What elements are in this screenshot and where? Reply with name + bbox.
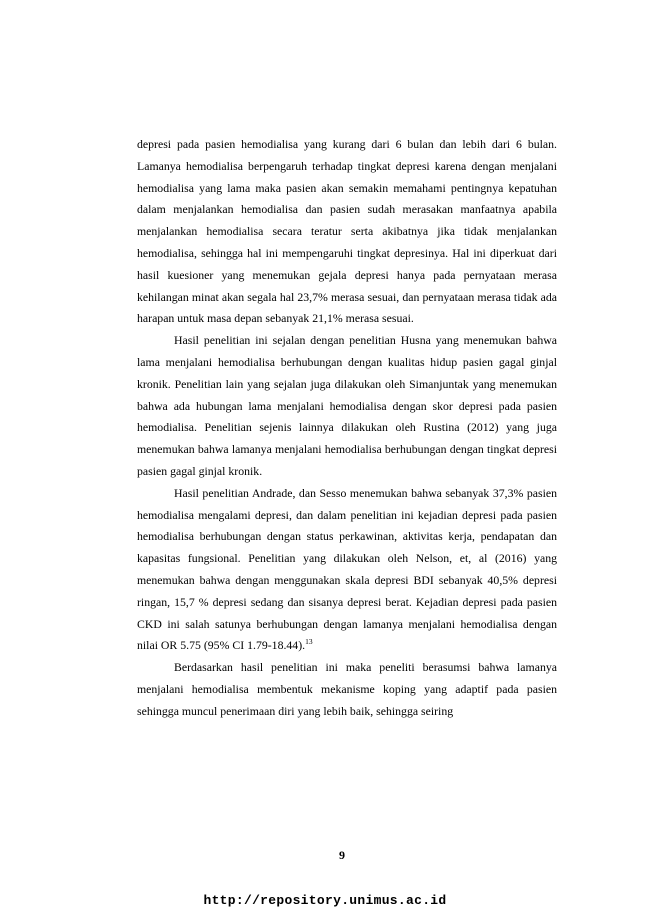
paragraph-andrade-text: Hasil penelitian Andrade, dan Sesso menemukan bahwa sebanyak 37,3% pasien hemodialisa mengalami depresi, dan dalam penelitian ini kejadian depresi pada pasien hemodialisa berhubungan dengan status perkawinan, aktivitas kerja, pendapatan dan kapasitas fungsional. Penelitian yang dilakukan oleh Nelson, et, al (2016) yang menemukan bahwa dengan menggunakan skala depresi BDI sebanyak 40,5% depresi ringan, 15,7 % depresi sedang dan sisanya depresi berat. Kejadian depresi pada pasien CKD ini salah satunya berhubungan dengan lamanya menjalani hemodialisa dengan nilai OR 5.75 (95% CI 1.79-18.44). bbox=[137, 485, 557, 653]
footer-url-link[interactable]: http://repository.unimus.ac.id bbox=[203, 893, 447, 908]
paragraph-continuation: depresi pada pasien hemodialisa yang kurang dari 6 bulan dan lebih dari 6 bulan. Lamanya hemodialisa berpengaruh terhadap tingkat depresi karena dengan menjalani hemodialisa yang lama maka pasien akan semakin memahami pentingnya kepatuhan dalam menjalankan hemodialisa dan pasien sudah merasakan manfaatnya apabila menjalankan hemodialisa secara teratur serta akibatnya jika tidak menjalankan hemodialisa, sehingga hal ini mempengaruhi tingkat depresinya. Hal ini diperkuat dari hasil kuesioner yang menemukan gejala depresi hanya pada pernyataan merasa kehilangan minat akan segala hal 23,7% merasa sesuai, dan pernyataan merasa tidak ada harapan untuk masa depan sebanyak 21,1% merasa sesuai. bbox=[137, 137, 557, 326]
paragraph-andrade bbox=[137, 483, 557, 657]
citation-superscript: 13 bbox=[305, 637, 313, 647]
page-number: 9 bbox=[339, 848, 345, 862]
body-text bbox=[137, 134, 557, 723]
paragraph-husna: Hasil penelitian ini sejalan dengan penelitian Husna yang menemukan bahwa lama menjalani hemodialisa berhubungan dengan kualitas hidup pasien gagal ginjal kronik. Penelitian lain yang sejalan juga dilakukan oleh Simanjuntak yang menemukan bahwa ada hubungan lama menjalani hemodialisa dengan skor depresi pada pasien hemodialisa. Penelitian sejenis lainnya dilakukan oleh Rustina (2012) yang juga menemukan bahwa lamanya menjalani hemodialisa berhubungan dengan tingkat depresi pasien gagal ginjal kronik. bbox=[137, 333, 557, 478]
paragraph-asumsi: Berdasarkan hasil penelitian ini maka peneliti berasumsi bahwa lamanya menjalani hemodialisa membentuk mekanisme koping yang adaptif pada pasien sehingga muncul penerimaan diri yang lebih baik, sehingga seiring bbox=[137, 660, 557, 718]
